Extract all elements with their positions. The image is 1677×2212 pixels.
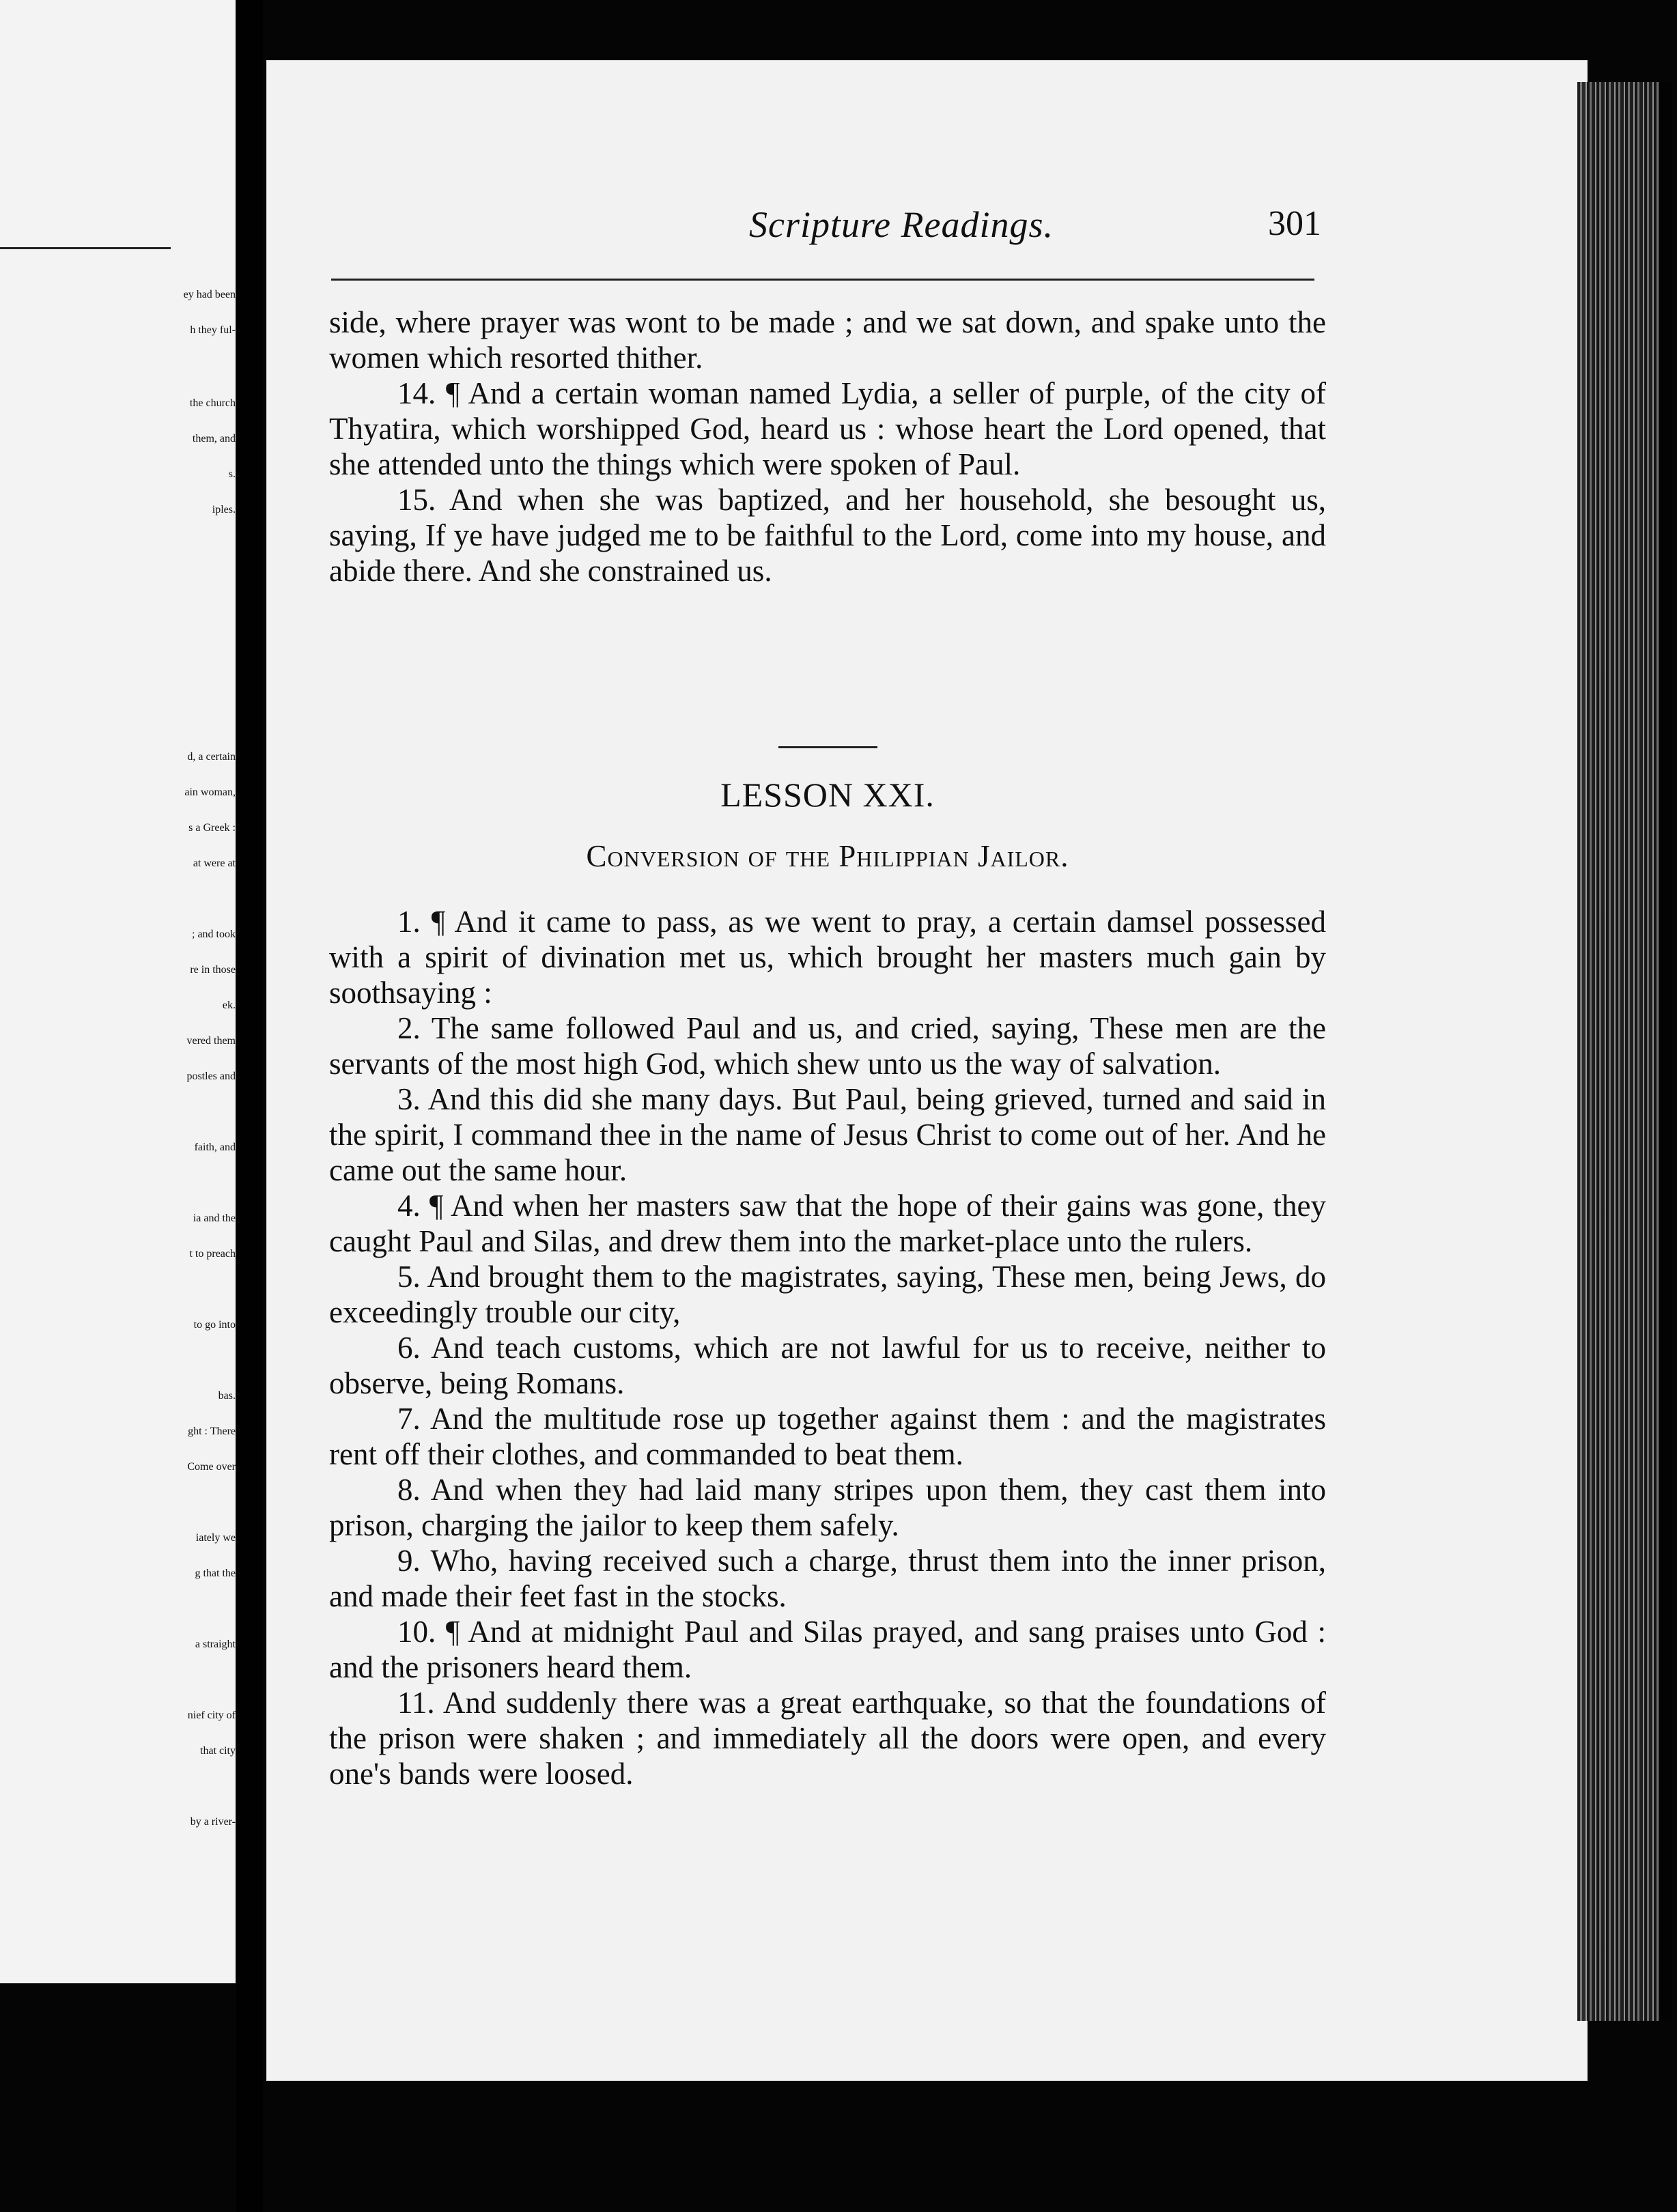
verse-paragraph: 6. And teach customs, which are not lawful for us to receive, neither to observe, being Romans. [329, 1331, 1326, 1400]
left-line: bas. [218, 1390, 236, 1402]
lesson-subheading: Conversion of the Philippian Jailor. [586, 839, 1069, 873]
left-line: ia and the [193, 1213, 236, 1224]
continued-passage [329, 304, 1326, 589]
verse-paragraph: 9. Who, having received such a charge, thrust them into the inner prison, and made their feet fast in the stocks. [329, 1544, 1326, 1613]
left-line: g that the [195, 1568, 236, 1579]
left-line: ey had been [183, 289, 236, 300]
left-line: Come over [187, 1461, 236, 1473]
verse-paragraph: 8. And when they had laid many stripes upon them, they cast them into prison, charging the jailor to keep them safely. [329, 1473, 1326, 1542]
left-line: h they ful- [190, 324, 236, 336]
page-edge-stack [1577, 82, 1659, 2021]
lesson-title-block [329, 746, 1326, 874]
left-line: iples. [212, 504, 236, 515]
lesson-heading: LESSON XXI. [720, 776, 935, 814]
left-line: ght : There [188, 1426, 236, 1437]
left-line: ek. [222, 999, 236, 1011]
verse-paragraph: 5. And brought them to the magistrates, saying, These men, being Jews, do exceedingly trouble our city, [329, 1260, 1326, 1329]
verse-paragraph: 4. ¶ And when her masters saw that the hope of their gains was gone, they caught Paul and Silas, and drew them into the market-place unto the rulers. [329, 1189, 1326, 1258]
left-line: iately we [195, 1532, 236, 1544]
book-page [266, 60, 1588, 2081]
verse-paragraph: 2. The same followed Paul and us, and cried, saying, These men are the servants of the most high God, which shew unto us the way of salvation. [329, 1011, 1326, 1081]
left-line: faith, and [194, 1142, 236, 1153]
left-page-fragment [0, 0, 236, 1983]
left-line: s a Greek : [188, 822, 236, 834]
paragraph: 15. And when she was baptized, and her household, she besought us, saying, If ye have judged me to be faithful to the Lord, come into my house, and abide there. And she constrained us. [329, 483, 1326, 588]
left-line: d, a certain [187, 751, 236, 763]
lesson-divider-rule [778, 746, 877, 748]
book-spine-gap [236, 0, 263, 2212]
verse-paragraph: 11. And suddenly there was a great earthquake, so that the foundations of the prison were shaken ; and immediately all the doors were open, and every one's bands were loosed. [329, 1686, 1326, 1791]
left-line: postles and [186, 1070, 236, 1082]
verse-paragraph: 1. ¶ And it came to pass, as we went to pray, a certain damsel possessed with a spirit of divination met us, which brought her masters much gain by soothsaying : [329, 905, 1326, 1010]
lesson-passage [329, 904, 1326, 1791]
verse-paragraph: 3. And this did she many days. But Paul, being grieved, turned and said in the spirit, I command thee in the name of Jesus Christ to come out of her. And he came out the same hour. [329, 1082, 1326, 1187]
paragraph: side, where prayer was wont to be made ; and we sat down, and spake unto the women which resorted thither. [329, 305, 1326, 375]
left-line: t to preach [189, 1248, 236, 1260]
left-line: the church [189, 397, 236, 409]
left-line: vered them [186, 1035, 236, 1047]
left-line: that city [200, 1745, 236, 1757]
verse-paragraph: 10. ¶ And at midnight Paul and Silas prayed, and sang praises unto God : and the prisoners heard them. [329, 1615, 1326, 1684]
left-line: at were at [193, 857, 236, 869]
left-line: them, and [192, 433, 236, 444]
left-line: ain woman, [184, 786, 236, 798]
left-line: ; and took [192, 928, 236, 940]
paragraph: 14. ¶ And a certain woman named Lydia, a seller of purple, of the city of Thyatira, which worshipped God, heard us : whose heart the Lord opened, that she attended unto the things which were spoken of Paul. [329, 376, 1326, 481]
left-line: a straight [195, 1639, 236, 1650]
verse-paragraph: 7. And the multitude rose up together against them : and the magistrates rent off their clothes, and commanded to beat them. [329, 1402, 1326, 1471]
page-number: 301 [1268, 204, 1321, 243]
left-line: to go into [193, 1319, 236, 1331]
left-line: nief city of [187, 1710, 236, 1721]
left-header-rule [0, 247, 171, 249]
header-rule [331, 279, 1314, 281]
left-line: s. [228, 468, 236, 480]
left-line: by a river- [190, 1816, 236, 1828]
left-line: re in those [190, 964, 236, 976]
running-header-title: Scripture Readings. [749, 204, 1054, 245]
